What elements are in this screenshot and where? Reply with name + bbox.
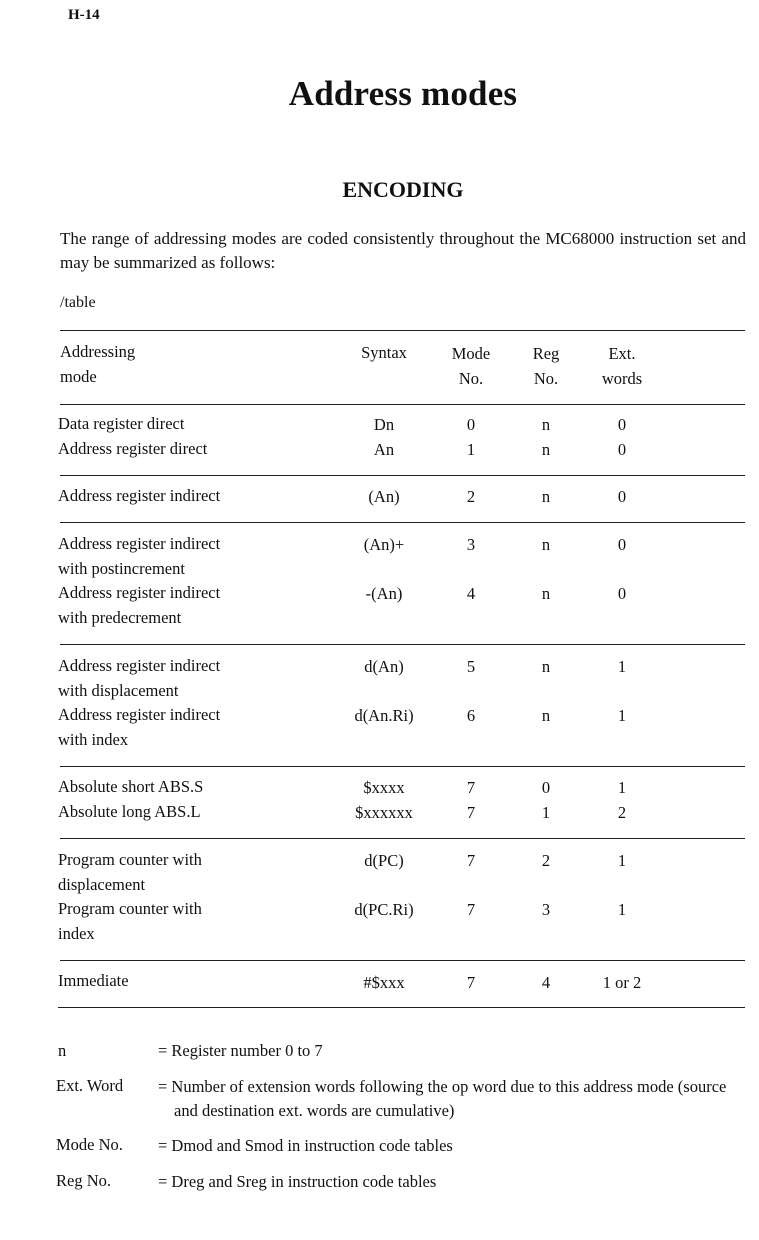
row-reg-no: 2: [541, 851, 551, 870]
section-heading: ENCODING: [342, 177, 464, 202]
row-mode-no: 0: [466, 415, 476, 434]
header-mode-no: [441, 342, 501, 391]
table-marker: /table: [60, 294, 96, 311]
row-mode-no: 7: [466, 900, 476, 919]
note-definition: = Register number 0 to 7: [158, 1041, 323, 1060]
row-ext-words: 1: [617, 706, 627, 725]
table-rule-group-4: [60, 766, 745, 767]
row-syntax: (An): [368, 487, 400, 506]
row-reg-no: 3: [541, 900, 551, 919]
row-mode: Absolute short ABS.S: [58, 777, 204, 796]
note-definition: = Dreg and Sreg in instruction code tables: [158, 1172, 437, 1191]
row-syntax: #$xxx: [363, 973, 405, 992]
row-syntax: d(PC): [364, 851, 404, 870]
row-ext-words: 0: [617, 440, 627, 459]
page-title: Address modes: [288, 74, 518, 113]
page-number: H-14: [68, 7, 100, 23]
row-syntax: d(An.Ri): [354, 706, 414, 725]
table-rule-group-6: [60, 960, 745, 961]
row-mode-no: 1: [466, 440, 476, 459]
row-syntax: (An)+: [363, 535, 405, 554]
note-term: Reg No.: [56, 1171, 111, 1190]
table-rule-group-3: [60, 644, 745, 645]
header-reg-no-line-1: Reg: [532, 344, 560, 363]
row-syntax: d(An): [364, 657, 404, 676]
table-rule-group-5: [60, 838, 745, 839]
row-syntax: d(PC.Ri): [354, 900, 414, 919]
row-reg-no: 0: [541, 778, 551, 797]
table-rule-header: [60, 404, 745, 405]
row-reg-no: n: [541, 487, 551, 506]
row-reg-no: n: [541, 415, 551, 434]
header-mode-no-line-1: Mode: [451, 344, 491, 363]
row-mode-no: 3: [466, 535, 476, 554]
row-reg-no: n: [541, 440, 551, 459]
row-reg-no: n: [541, 535, 551, 554]
row-reg-no: 4: [541, 973, 551, 992]
row-mode-no: 7: [466, 803, 476, 822]
row-mode: Address register indirect with index: [58, 705, 221, 749]
row-mode: Address register indirect with predecrement: [58, 583, 221, 627]
note-term: Ext. Word: [56, 1076, 124, 1095]
note-definition: = Number of extension words following the op word due to this address mode (source and destination ext. words are cumulative): [158, 1077, 727, 1120]
header-mode-line-2: mode: [60, 366, 97, 386]
row-mode: Immediate: [58, 971, 129, 990]
row-reg-no: n: [541, 657, 551, 676]
row-ext-words: 1: [617, 851, 627, 870]
note-definition: = Dmod and Smod in instruction code tables: [158, 1136, 453, 1155]
row-mode-no: 7: [466, 778, 476, 797]
row-syntax: $xxxxxx: [355, 803, 413, 822]
note-term: n: [58, 1041, 67, 1060]
row-ext-words: 0: [617, 584, 627, 603]
row-mode: Address register indirect with displacement: [58, 656, 221, 700]
row-mode-no: 4: [466, 584, 476, 603]
row-mode-no: 6: [466, 706, 476, 725]
table-rule-group-2: [60, 522, 745, 523]
row-mode: Absolute long ABS.L: [58, 802, 201, 821]
row-ext-words: 1: [617, 900, 627, 919]
row-syntax: An: [373, 440, 395, 459]
row-mode: Program counter with displacement: [58, 850, 202, 894]
row-mode: Data register direct: [58, 414, 185, 433]
intro-paragraph: The range of addressing modes are coded consistently throughout the MC68000 instruction set and may be summarized as follows:: [60, 229, 746, 272]
header-ext-words: [582, 342, 662, 391]
header-mode-no-line-2: No.: [458, 368, 484, 388]
row-ext-words: 1: [617, 778, 627, 797]
row-mode-no: 7: [466, 973, 476, 992]
note-term: Mode No.: [56, 1135, 123, 1154]
row-ext-words: 1: [617, 657, 627, 676]
row-ext-words: 0: [617, 487, 627, 506]
row-syntax: Dn: [373, 415, 395, 434]
header-ext-line-2: words: [601, 368, 643, 388]
header-mode-line-1: Addressing: [60, 342, 136, 361]
header-reg-no: [516, 342, 576, 391]
row-reg-no: n: [541, 584, 551, 603]
row-ext-words: 0: [617, 415, 627, 434]
row-mode-no: 2: [466, 487, 476, 506]
row-mode-no: 7: [466, 851, 476, 870]
row-mode-no: 5: [466, 657, 476, 676]
row-syntax: -(An): [365, 584, 403, 603]
row-ext-words: 0: [617, 535, 627, 554]
row-ext-words: 2: [617, 803, 627, 822]
table-rule-bottom: [58, 1007, 745, 1008]
header-addressing-mode: [60, 340, 135, 389]
row-mode: Address register indirect: [58, 486, 221, 505]
table-rule-top: [60, 330, 745, 331]
header-ext-line-1: Ext.: [608, 344, 636, 363]
row-reg-no: n: [541, 706, 551, 725]
row-mode: Program counter with index: [58, 899, 202, 943]
header-syntax: Syntax: [361, 343, 407, 362]
table-rule-group-1: [60, 475, 745, 476]
header-reg-no-line-2: No.: [533, 368, 559, 388]
row-syntax: $xxxx: [363, 778, 405, 797]
row-ext-words: 1 or 2: [602, 973, 642, 992]
row-reg-no: 1: [541, 803, 551, 822]
row-mode: Address register indirect with postincrement: [58, 534, 221, 578]
row-mode: Address register direct: [58, 439, 208, 458]
